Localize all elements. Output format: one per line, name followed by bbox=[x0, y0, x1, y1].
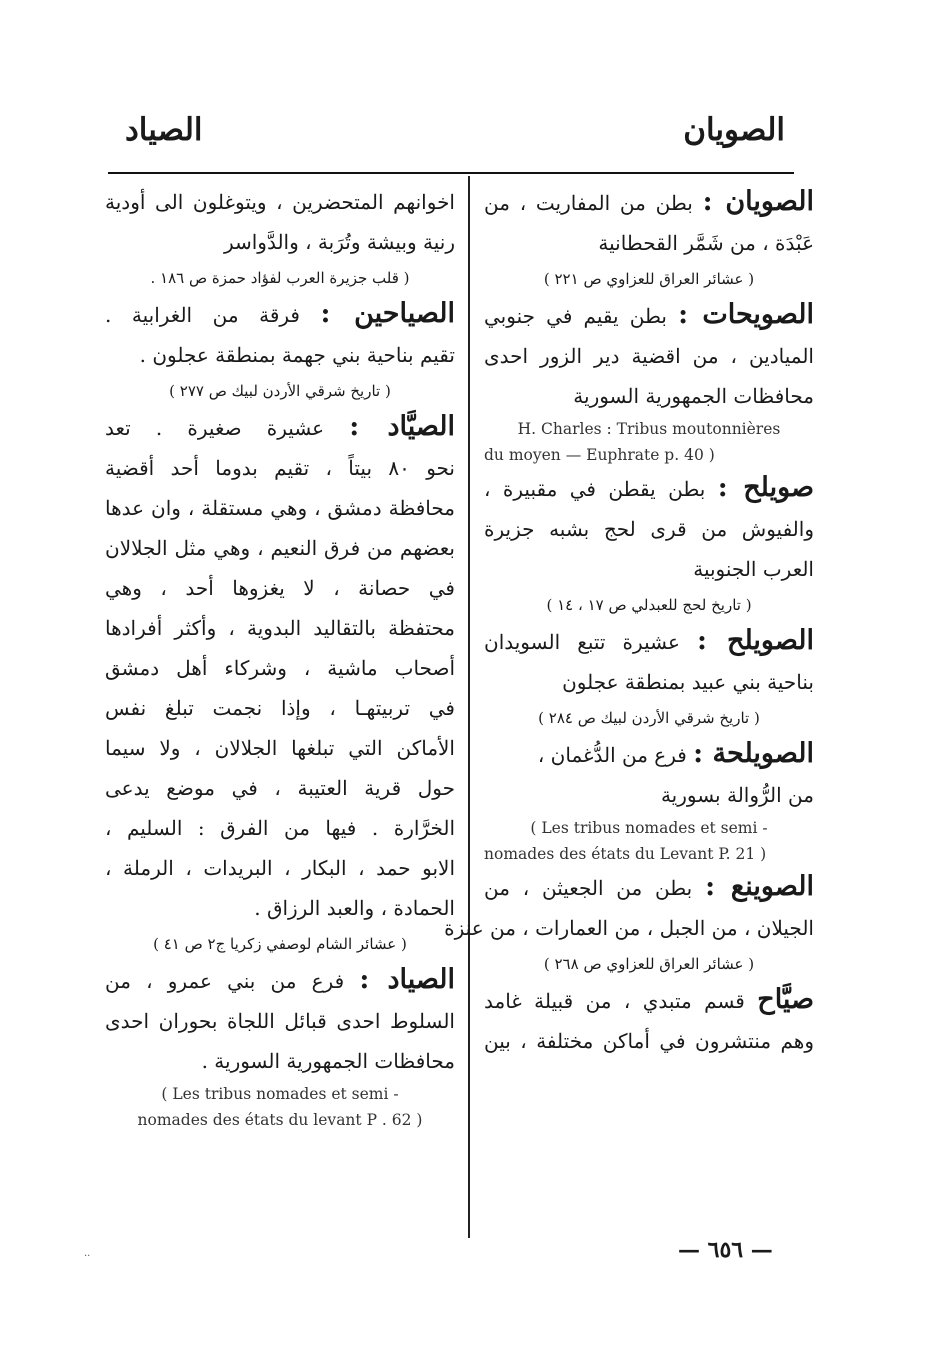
entry-text: حول قرية العتيبة ، في موضع يدعى bbox=[105, 776, 455, 800]
page-number: — ٦٥٦ — bbox=[678, 1237, 773, 1263]
entry-alsuwayhat bbox=[484, 295, 814, 468]
header-rule bbox=[108, 172, 794, 174]
entry-text: تقيم بناحية بني جهمة بمنطقة عجلون . bbox=[139, 343, 455, 367]
entry-headword: الصياحين : bbox=[320, 298, 455, 329]
entry-text: محافظة دمشق ، وهي مستقلة ، وان عدها bbox=[105, 496, 455, 520]
entry-reference-latin: ( Les tribus nomades et semi - bbox=[161, 1085, 399, 1103]
entry-headword: الصويحات : bbox=[678, 299, 815, 330]
entry-text: بطن من الجعيثن ، من bbox=[484, 876, 693, 900]
entry-reference-latin: ( Les tribus nomades et semi - bbox=[530, 819, 768, 837]
entry-text: فرع من الدُّغمان ، bbox=[537, 743, 687, 767]
entry-headword: الصوينع : bbox=[705, 871, 814, 902]
entry-text: بعضهم من فرق النعيم ، وهي مثل الجلالان bbox=[105, 536, 455, 560]
entry-alsuwaynia bbox=[444, 867, 814, 980]
entry-reference: ( عشائر العراق للعزاوي ص ٢٢١ ) bbox=[543, 270, 755, 288]
entry-text: الخرَّارة . فيها من الفرق : السليم ، bbox=[105, 816, 455, 840]
entry-continued bbox=[105, 182, 455, 294]
entry-text: عشيرة صغيرة . تعد bbox=[105, 416, 325, 440]
entry-text: بطن يقيم في جنوبي bbox=[484, 304, 667, 328]
entry-reference-latin: nomades des états du levant P . 62 ) bbox=[137, 1111, 423, 1129]
entry-text: بطن من المفاريت ، من bbox=[484, 191, 693, 215]
entry-text: في حصانة ، لا يغزوها أحد ، وهي bbox=[105, 576, 455, 600]
entry-alsayyad-2 bbox=[105, 960, 455, 1133]
entry-text: الحمادة ، والعبد الرزاق . bbox=[254, 896, 455, 920]
entry-headword: الصياد : bbox=[359, 964, 456, 995]
entry-text: عَبْدَة ، من شَمَّر القحطانية bbox=[598, 231, 814, 255]
right-column bbox=[444, 182, 815, 1061]
entry-text: رنية وبيشة وتُرَبة ، والدَّواسر bbox=[223, 230, 455, 254]
entry-headword: الصويلح : bbox=[696, 625, 815, 656]
left-column bbox=[105, 182, 455, 1133]
entry-text: أصحاب ماشية ، وشركاء أهل دمشق bbox=[105, 656, 455, 680]
entry-text: اخوانهم المتحضرين ، ويتوغلون الى أودية bbox=[105, 190, 455, 214]
running-header-left: الصياد bbox=[125, 112, 203, 148]
entry-text: محافظات الجمهورية السورية . bbox=[201, 1049, 455, 1073]
entry-alsuwayan bbox=[484, 182, 814, 295]
entry-text: قسم متبدي ، من قبيلة غامد bbox=[484, 989, 745, 1013]
entry-text: الأماكن التي تبلغها الجلالان ، ولا سيما bbox=[105, 736, 455, 760]
entry-text: الجيلان ، من الجبل ، من العمارات ، من عنزة bbox=[444, 916, 814, 940]
entry-text: السلوط احدى قبائل اللجاة بحوران احدى bbox=[105, 1009, 455, 1033]
entry-text: والفيوش من قرى لحج بشبه جزيرة bbox=[484, 517, 814, 541]
entry-headword: صيَّاح bbox=[757, 984, 814, 1015]
entry-text: في تربيتهـا ، وإذا نجمت تبلغ نفس bbox=[105, 696, 455, 720]
entry-reference: ( عشائر الشام لوصفي زكريا ج٢ ص ٤١ ) bbox=[153, 935, 407, 953]
entry-text: الميادين ، من اقضية دير الزور احدى bbox=[484, 344, 814, 368]
entry-headword: الصيَّاد : bbox=[349, 411, 456, 442]
entry-text: العرب الجنوبية bbox=[693, 557, 814, 581]
entry-sayyah bbox=[484, 980, 814, 1061]
entry-headword: الصويلحة : bbox=[693, 738, 814, 769]
entry-reference: ( تاريخ شرقي الأردن لبيك ص ٢٨٤ ) bbox=[538, 709, 760, 727]
entry-text: بناحية بني عبيد بمنطقة عجلون bbox=[562, 670, 814, 694]
entry-alsayahin bbox=[105, 294, 455, 407]
entry-reference-latin: nomades des états du Levant P. 21 ) bbox=[484, 845, 767, 863]
entry-reference: ( تاريخ شرقي الأردن لبيك ص ٢٧٧ ) bbox=[169, 382, 391, 400]
entry-headword: الصويان : bbox=[702, 186, 815, 217]
entry-alsuwaylih bbox=[484, 621, 814, 734]
entry-reference: ( قلب جزيرة العرب لفؤاد حمزة ص ١٨٦ . bbox=[150, 269, 410, 287]
entry-text: بطن يقطن في مقبيرة ، bbox=[484, 477, 706, 501]
running-header-right: الصويان bbox=[683, 112, 785, 148]
entry-reference: ( تاريخ لحج للعبدلي ص ١٧ ، ١٤ ) bbox=[546, 596, 752, 614]
entry-text: نحو ٨٠ بيتاً ، تقيم بدوما أحد أقضية bbox=[105, 456, 455, 480]
entry-reference-latin: du moyen — Euphrate p. 40 ) bbox=[484, 446, 715, 464]
scan-speck: .. bbox=[84, 1248, 91, 1259]
entry-text: فرع من بني عمرو ، من bbox=[105, 969, 345, 993]
entry-reference: ( عشائر العراق للعزاوي ص ٢٦٨ ) bbox=[543, 955, 755, 973]
entry-text: محافظات الجمهورية السورية bbox=[573, 384, 814, 408]
entry-alsuwaylihah bbox=[484, 734, 814, 867]
entry-text: من الرُّوالة بسورية bbox=[660, 783, 814, 807]
entry-reference-latin: H. Charles : Tribus moutonnières bbox=[517, 420, 781, 438]
entry-text: الابو حمد ، البكار ، البريدات ، الرملة ، bbox=[105, 856, 455, 880]
entry-alsayyad bbox=[105, 407, 455, 960]
entry-headword: صويلح : bbox=[717, 472, 814, 503]
entry-text: وهم منتشرون في أماكن مختلفة ، بين bbox=[484, 1029, 814, 1053]
entry-text: محتفظة بالتقاليد البدوية ، وأكثر أفرادها bbox=[105, 616, 455, 640]
entry-text: فرقة من الغرابية . bbox=[105, 303, 300, 327]
entry-text: عشيرة تتبع السويدان bbox=[484, 630, 680, 654]
entry-suwaylih bbox=[484, 468, 814, 621]
column-divider bbox=[468, 176, 470, 1238]
